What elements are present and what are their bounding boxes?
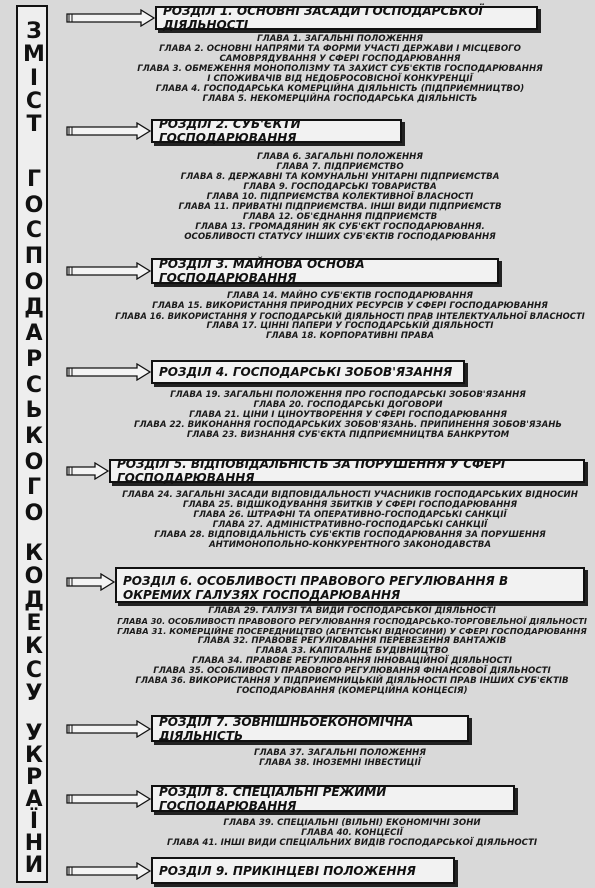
section-arrow [66, 790, 151, 808]
section-box [151, 360, 465, 384]
chapter-item: ГЛАВА 13. ГРОМАДЯНИН ЯК СУБ'ЄКТ ГОСПОДАРЮВАННЯ. [195, 222, 485, 232]
vertical-title-letter: О [24, 500, 44, 526]
chapter-item: ГЛАВА 9. ГОСПОДАРСЬКІ ТОВАРИСТВА [243, 182, 437, 192]
chapter-item: ГЛАВА 2. ОСНОВНІ НАПРЯМИ ТА ФОРМИ УЧАСТІ ДЕРЖАВИ І МІСЦЕВОГО [159, 44, 521, 54]
chapter-item: ГЛАВА 20. ГОСПОДАРСЬКІ ДОГОВОРИ [253, 400, 443, 410]
section-box [151, 119, 402, 143]
chapter-item: ГЛАВА 27. АДМІНІСТРАТИВНО-ГОСПОДАРСЬКІ САНКЦІЇ [212, 520, 488, 530]
chapter-item: ГЛАВА 15. ВИКОРИСТАННЯ ПРИРОДНИХ РЕСУРСІВ У СФЕРІ ГОСПОДАРЮВАННЯ [152, 301, 548, 311]
chapter-item: ГЛАВА 11. ПРИВАТНІ ПІДПРИЄМСТВА. ІНШІ ВИДИ ПІДПРИЄМСТВ [178, 202, 502, 212]
vertical-title-letter: О [24, 192, 44, 218]
chapter-item: ГЛАВА 35. ОСОБЛИВОСТІ ПРАВОВОГО РЕГУЛЮВАННЯ ФІНАНСОВОЇ ДІЯЛЬНОСТІ [153, 666, 551, 676]
vertical-title-word [18, 543, 50, 705]
section-arrow [66, 9, 155, 27]
chapter-item: ГЛАВА 28. ВІДПОВІДАЛЬНІСТЬ СУБ'ЄКТІВ ГОСПОДАРЮВАННЯ ЗА ПОРУШЕННЯ [154, 530, 546, 540]
vertical-title-letter: Р [25, 346, 43, 372]
chapter-item: ГЛАВА 10. ПІДПРИЄМСТВА КОЛЕКТИВНОЇ ВЛАСНОСТІ [206, 192, 474, 202]
section-arrow [66, 573, 115, 591]
chapter-list [117, 606, 587, 696]
chapter-list [105, 34, 575, 104]
section-box [155, 6, 538, 30]
vertical-title-letter: З [26, 19, 42, 44]
chapter-item: ГЛАВА 18. КОРПОРАТИВНІ ПРАВА [265, 331, 435, 341]
section-title: РОЗДІЛ 8. СПЕЦІАЛЬНІ РЕЖИМИ ГОСПОДАРЮВАННЯ [159, 784, 387, 813]
chapter-item: ГЛАВА 14. МАЙНО СУБ'ЄКТІВ ГОСПОДАРЮВАННЯ [226, 291, 474, 301]
vertical-title-letter: Т [26, 112, 42, 137]
vertical-title-letter: К [25, 423, 43, 449]
vertical-title-letter: М [23, 42, 45, 68]
section-box [151, 258, 499, 284]
chapter-item: ГЛАВА 23. ВИЗНАННЯ СУБ'ЄКТА ПІДПРИЄМНИЦТВА БАНКРУТОМ [186, 430, 510, 440]
chapter-item: І СПОЖИВАЧІВ ВІД НЕДОБРОСОВІСНОЇ КОНКУРЕНЦІЇ [207, 74, 473, 84]
vertical-title-letter: Е [26, 610, 42, 636]
section-arrow [66, 720, 151, 738]
vertical-title-letter: Р [25, 765, 43, 790]
chapter-item: ГЛАВА 12. ОБ'ЄДНАННЯ ПІДПРИЄМСТВ [242, 212, 438, 222]
vertical-title-letter: А [25, 787, 43, 812]
chapter-item: ГЛАВА 22. ВИКОНАННЯ ГОСПОДАРСЬКИХ ЗОБОВ'ЯЗАНЬ. ПРИПИНЕННЯ ЗОБОВ'ЯЗАНЬ [134, 420, 562, 430]
section-box [151, 715, 469, 742]
chapter-item: ГЛАВА 7. ПІДПРИЄМСТВО [276, 162, 404, 172]
chapter-item: ГЛАВА 41. ІНШІ ВИДИ СПЕЦІАЛЬНИХ ВИДІВ ГОСПОДАРСЬКОЇ ДІЯЛЬНОСТІ [166, 838, 538, 848]
chapter-item: ГЛАВА 25. ВІДШКОДУВАННЯ ЗБИТКІВ У СФЕРІ ГОСПОДАРЮВАННЯ [182, 500, 518, 510]
chapter-item: ГЛАВА 5. НЕКОМЕРЦІЙНА ГОСПОДАРСЬКА ДІЯЛЬНІСТЬ [202, 94, 478, 104]
chapter-item: ГЛАВА 24. ЗАГАЛЬНІ ЗАСАДИ ВІДПОВІДАЛЬНОСТІ УЧАСНИКІВ ГОСПОДАРСЬКИХ ВІДНОСИН [122, 490, 578, 500]
chapter-item: ГЛАВА 8. ДЕРЖАВНІ ТА КОМУНАЛЬНІ УНІТАРНІ ПІДПРИЄМСТВА [180, 172, 500, 182]
chapter-item: ГЛАВА 17. ЦІННІ ПАПЕРИ У ГОСПОДАРСЬКІЙ ДІЯЛЬНОСТІ [206, 321, 494, 331]
section-arrow [66, 462, 109, 480]
vertical-title-word [18, 721, 50, 878]
vertical-title-letter: У [25, 680, 43, 706]
chapter-item: ГЛАВА 40. КОНЦЕСІЇ [301, 828, 403, 838]
chapter-item: ГОСПОДАРЮВАННЯ (КОМЕРЦІЙНА КОНЦЕСІЯ) [236, 686, 468, 696]
chapter-item: ГЛАВА 29. ГАЛУЗІ ТА ВИДИ ГОСПОДАРСЬКОЇ ДІЯЛЬНОСТІ [208, 606, 496, 616]
chapter-list [115, 490, 585, 550]
vertical-title-letter: Г [26, 167, 42, 192]
vertical-title-letter: Д [24, 587, 44, 613]
chapter-item: ГЛАВА 38. ІНОЗЕМНІ ІНВЕСТИЦІЇ [259, 758, 421, 768]
vertical-title-letter: К [25, 743, 43, 768]
vertical-title-letter: О [24, 564, 44, 590]
chapter-item: ГЛАВА 37. ЗАГАЛЬНІ ПОЛОЖЕННЯ [254, 748, 426, 758]
section-title: РОЗДІЛ 5. ВІДПОВІДАЛЬНІСТЬ ЗА ПОРУШЕННЯ У СФЕРІ ГОСПОДАРЮВАННЯ [117, 457, 506, 485]
section-box [115, 567, 585, 603]
chapter-item: ГЛАВА 33. КАПІТАЛЬНЕ БУДІВНИЦТВО [255, 646, 449, 656]
chapter-item: ГЛАВА 6. ЗАГАЛЬНІ ПОЛОЖЕННЯ [257, 152, 423, 162]
chapter-item: САМОВРЯДУВАННЯ У СФЕРІ ГОСПОДАРЮВАННЯ [219, 54, 461, 64]
section-arrow [66, 122, 151, 140]
section-title: РОЗДІЛ 9. ПРИКІНЦЕВІ ПОЛОЖЕННЯ [159, 863, 416, 878]
section-title: РОЗДІЛ 6. ОСОБЛИВОСТІ ПРАВОВОГО РЕГУЛЮВАННЯ В ОКРЕМИХ ГАЛУЗЯХ ГОСПОДАРЮВАННЯ [123, 574, 509, 602]
chapter-list [105, 748, 575, 768]
chapter-item: ГЛАВА 26. ШТРАФНІ ТА ОПЕРАТИВНО-ГОСПОДАРСЬКІ САНКЦІЇ [193, 510, 507, 520]
vertical-title-letter: Н [24, 831, 44, 856]
vertical-title-letter: И [24, 853, 44, 878]
chapter-item: ГЛАВА 30. ОСОБЛИВОСТІ ПРАВОВОГО РЕГУЛЮВАННЯ ГОСПОДАРСЬКО-ТОРГОВЕЛЬНОЇ ДІЯЛЬНОСТІ [117, 616, 587, 626]
vertical-title-letter: О [24, 449, 44, 475]
chapter-item: ГЛАВА 1. ЗАГАЛЬНІ ПОЛОЖЕННЯ [257, 34, 423, 44]
section-arrow [66, 262, 151, 280]
chapter-item: ГЛАВА 4. ГОСПОДАРСЬКА КОМЕРЦІЙНА ДІЯЛЬНІСТЬ (ПІДПРИЄМНИЦТВО) [155, 84, 525, 94]
vertical-title-letter: С [25, 657, 43, 683]
chapter-item: ГЛАВА 36. ВИКОРИСТАННЯ У ПІДПРИЄМНИЦЬКІЙ ДІЯЛЬНОСТІ ПРАВ ІНШИХ СУБ'ЄКТІВ [135, 676, 569, 686]
section-arrow [66, 862, 151, 880]
section-title: РОЗДІЛ 2. СУБ'ЄКТИ ГОСПОДАРЮВАННЯ [159, 117, 301, 145]
chapter-item: ГЛАВА 31. КОМЕРЦІЙНЕ ПОСЕРЕДНИЦТВО (АГЕНТСЬКІ ВІДНОСИНИ) У СФЕРІ ГОСПОДАРЮВАННЯ [117, 626, 587, 636]
vertical-title-letter: І [29, 65, 39, 91]
vertical-title-word [18, 21, 50, 136]
vertical-title-word [18, 169, 50, 525]
vertical-title-letter: К [25, 634, 43, 660]
vertical-title-letter: У [25, 721, 43, 746]
section-title: РОЗДІЛ 4. ГОСПОДАРСЬКІ ЗОБОВ'ЯЗАННЯ [159, 365, 453, 379]
chapter-list [115, 291, 585, 341]
vertical-title-box [16, 5, 48, 883]
vertical-title-letter: П [24, 244, 44, 270]
chapter-list [113, 390, 583, 440]
chapter-item: ГЛАВА 39. СПЕЦІАЛЬНІ (ВІЛЬНІ) ЕКОНОМІЧНІ ЗОНИ [223, 818, 481, 828]
vertical-title-letter: К [25, 541, 43, 566]
vertical-title-letter: Ї [29, 809, 39, 834]
chapter-item: ГЛАВА 21. ЦІНИ І ЦІНОУТВОРЕННЯ У СФЕРІ ГОСПОДАРЮВАННЯ [189, 410, 507, 420]
vertical-title-letter: Д [24, 295, 44, 321]
chapter-item: ГЛАВА 3. ОБМЕЖЕННЯ МОНОПОЛІЗМУ ТА ЗАХИСТ СУБ'ЄКТІВ ГОСПОДАРЮВАННЯ [137, 64, 543, 74]
chapter-item: ГЛАВА 16. ВИКОРИСТАННЯ У ГОСПОДАРСЬКІЙ ДІЯЛЬНОСТІ ПРАВ ІНТЕЛЕКТУАЛЬНОЇ ВЛАСНОСТІ [115, 311, 585, 321]
chapter-list [105, 152, 575, 242]
section-title: РОЗДІЛ 1. ОСНОВНІ ЗАСАДИ ГОСПОДАРСЬКОЇ ДІЯЛЬНОСТІ [163, 4, 483, 32]
vertical-title-letter: С [25, 372, 43, 398]
vertical-title-letter: С [25, 218, 43, 244]
chapter-item: АНТИМОНОПОЛЬНО-КОНКУРЕНТНОГО ЗАКОНОДАВСТВА [209, 540, 491, 550]
section-title: РОЗДІЛ 7. ЗОВНІШНЬОЕКОНОМІЧНА ДІЯЛЬНІСТЬ [159, 714, 414, 743]
vertical-title-letter: А [25, 321, 43, 347]
chapter-item: ГЛАВА 34. ПРАВОВЕ РЕГУЛЮВАННЯ ІННОВАЦІЙНОЇ ДІЯЛЬНОСТІ [192, 656, 512, 666]
vertical-title-letter: О [24, 269, 44, 295]
chapter-item: ГЛАВА 19. ЗАГАЛЬНІ ПОЛОЖЕННЯ ПРО ГОСПОДАРСЬКІ ЗОБОВ'ЯЗАННЯ [170, 390, 526, 400]
section-arrow [66, 363, 151, 381]
chapter-list [117, 818, 587, 848]
chapter-item: ОСОБЛИВОСТІ СТАТУСУ ІНШИХ СУБ'ЄКТІВ ГОСПОДАРЮВАННЯ [184, 232, 496, 242]
section-box [151, 857, 455, 884]
section-box [109, 459, 585, 483]
section-title: РОЗДІЛ 3. МАЙНОВА ОСНОВА ГОСПОДАРЮВАННЯ [159, 257, 365, 285]
chapter-item: ГЛАВА 32. ПРАВОВЕ РЕГУЛЮВАННЯ ПЕРЕВЕЗЕННЯ ВАНТАЖІВ [197, 636, 507, 646]
vertical-title-letter: Г [26, 475, 42, 501]
vertical-title-letter: С [25, 88, 43, 114]
vertical-title-letter: Ь [25, 398, 43, 424]
section-box [151, 785, 515, 812]
